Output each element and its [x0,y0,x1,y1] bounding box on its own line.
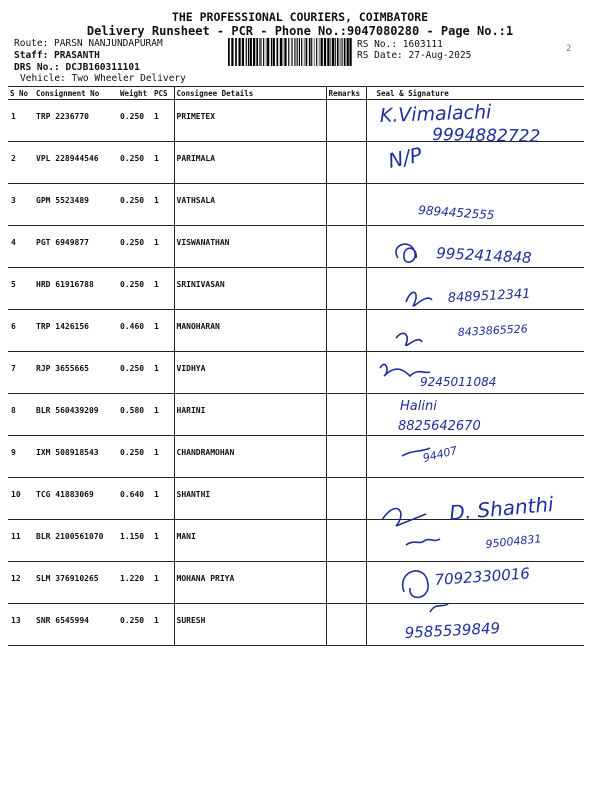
cell-consignment: BLR 2100561070 [34,520,118,562]
table-row [8,562,584,604]
cell-sno: 4 [8,226,34,268]
table-row [8,478,584,520]
cell-consignee: PARIMALA [174,142,326,184]
cell-weight: 1.150 [118,520,152,562]
runsheet-table [8,86,584,646]
cell-pcs: 1 [152,520,174,562]
handwritten-note: 8433865526 [457,322,529,339]
cell-consignment: SNR 6545994 [34,604,118,646]
cell-sno: 1 [8,100,34,142]
cell-sno: 8 [8,394,34,436]
cell-weight: 0.250 [118,142,152,184]
table-row [8,352,584,394]
cell-signature [366,352,584,394]
cell-consignee: VATHSALA [174,184,326,226]
cell-signature [366,100,584,142]
cell-remarks [326,352,366,394]
company-title: THE PROFESSIONAL COURIERS, COIMBATORE [171,10,429,24]
cell-signature [366,604,584,646]
rs-date: RS Date: 27-Aug-2025 [357,50,472,61]
col-pcs: PCS [152,87,174,100]
table-row [8,436,584,478]
cell-remarks [326,478,366,520]
cell-consignment: PGT 6949877 [34,226,118,268]
col-sno: S No [8,87,34,100]
handwritten-note: 9245011084 [420,375,497,389]
cell-pcs: 1 [152,268,174,310]
handwritten-note: 7092330016 [434,564,531,589]
cell-weight: 0.250 [118,436,152,478]
cell-consignment: IXM 508918543 [34,436,118,478]
cell-consignee: HARINI [174,394,326,436]
cell-pcs: 1 [152,394,174,436]
cell-signature [366,436,584,478]
drs-number: DRS No.: DCJB160311101 [14,62,140,73]
cell-remarks [326,226,366,268]
cell-weight: 0.250 [118,184,152,226]
cell-consignment: BLR 560439209 [34,394,118,436]
vehicle-label: Vehicle: Two Wheeler Delivery [20,73,186,84]
handwritten-note: 9952414848 [435,244,533,267]
cell-weight: 0.250 [118,100,152,142]
cell-pcs: 1 [152,352,174,394]
cell-pcs: 1 [152,562,174,604]
cell-remarks [326,394,366,436]
col-consignee: Consignee Details [174,87,326,100]
col-consignment: Consignment No [34,87,118,100]
cell-pcs: 1 [152,604,174,646]
cell-pcs: 1 [152,436,174,478]
table-row [8,142,584,184]
cell-consignee: SHANTHI [174,478,326,520]
cell-consignee: VISWANATHAN [174,226,326,268]
cell-consignment: TRP 1426156 [34,310,118,352]
table-row [8,310,584,352]
handwritten-note: N/P [386,142,425,173]
cell-weight: 0.250 [118,268,152,310]
cell-remarks [326,184,366,226]
cell-weight: 0.580 [118,394,152,436]
cell-sno: 3 [8,184,34,226]
cell-consignment: RJP 3655665 [34,352,118,394]
table-row [8,100,584,142]
cell-weight: 1.220 [118,562,152,604]
handwritten-note: D. Shanthi [448,491,555,525]
cell-sno: 7 [8,352,34,394]
cell-remarks [326,604,366,646]
cell-weight: 0.250 [118,604,152,646]
cell-signature [366,394,584,436]
handwritten-note: 9585539849 [404,619,501,642]
cell-signature [366,142,584,184]
runsheet-title: Delivery Runsheet - PCR - Phone No.:9047080280 - Page No.:1 [86,24,514,38]
table-header-row [8,87,584,100]
cell-remarks [326,268,366,310]
cell-consignment: GPM 5523489 [34,184,118,226]
handwritten-note: 94407 [421,443,459,465]
cell-consignment: HRD 61916788 [34,268,118,310]
cell-weight: 0.250 [118,226,152,268]
cell-remarks [326,142,366,184]
staff-label: Staff: PRASANTH [14,50,100,61]
route-label: Route: PARSN NANJUNDAPURAM [14,38,163,49]
cell-pcs: 1 [152,478,174,520]
cell-pcs: 1 [152,184,174,226]
cell-consignment: TRP 2236770 [34,100,118,142]
handwritten-note: 9894452555 [417,203,495,223]
cell-signature [366,268,584,310]
cell-signature [366,184,584,226]
cell-sno: 11 [8,520,34,562]
table-row [8,268,584,310]
cell-consignee: CHANDRAMOHAN [174,436,326,478]
cell-consignee: MOHANA PRIYA [174,562,326,604]
cell-consignee: SURESH [174,604,326,646]
cell-signature [366,310,584,352]
cell-signature [366,478,584,520]
cell-pcs: 1 [152,100,174,142]
cell-consignee: MANOHARAN [174,310,326,352]
cell-remarks [326,310,366,352]
cell-weight: 0.250 [118,352,152,394]
col-signature: Seal & Signature [366,87,584,100]
cell-signature [366,562,584,604]
cell-remarks [326,100,366,142]
cell-consignee: VIDHYA [174,352,326,394]
handwritten-note: 9994882722 [431,125,541,147]
cell-consignee: MANI [174,520,326,562]
cell-sno: 5 [8,268,34,310]
cell-sno: 9 [8,436,34,478]
cell-sno: 12 [8,562,34,604]
cell-consignment: SLM 376910265 [34,562,118,604]
cell-signature [366,520,584,562]
rs-number: RS No.: 1603111 [357,39,443,50]
handwritten-note: K.Vimalachi [379,101,492,127]
cell-consignee: SRINIVASAN [174,268,326,310]
cell-pcs: 1 [152,310,174,352]
cell-consignment: TCG 41883069 [34,478,118,520]
table-row [8,184,584,226]
handwritten-note: 8489512341 [447,286,531,306]
col-weight: Weight [118,87,152,100]
cell-remarks [326,562,366,604]
table-row [8,604,584,646]
cell-sno: 6 [8,310,34,352]
cell-sno: 13 [8,604,34,646]
handwritten-note: 95004831 [484,532,543,551]
page-corner-mark: 2 [566,44,572,54]
cell-weight: 0.460 [118,310,152,352]
cell-sno: 2 [8,142,34,184]
barcode [228,38,354,66]
cell-sno: 10 [8,478,34,520]
handwritten-note: 8825642670 [398,419,481,434]
col-remarks: Remarks [326,87,366,100]
cell-pcs: 1 [152,226,174,268]
cell-consignment: VPL 228944546 [34,142,118,184]
cell-remarks [326,436,366,478]
cell-weight: 0.640 [118,478,152,520]
handwritten-note: Halini [400,399,437,414]
cell-consignee: PRIMETEX [174,100,326,142]
table-row [8,226,584,268]
cell-remarks [326,520,366,562]
cell-signature [366,226,584,268]
table-row [8,394,584,436]
cell-pcs: 1 [152,142,174,184]
table-row [8,520,584,562]
